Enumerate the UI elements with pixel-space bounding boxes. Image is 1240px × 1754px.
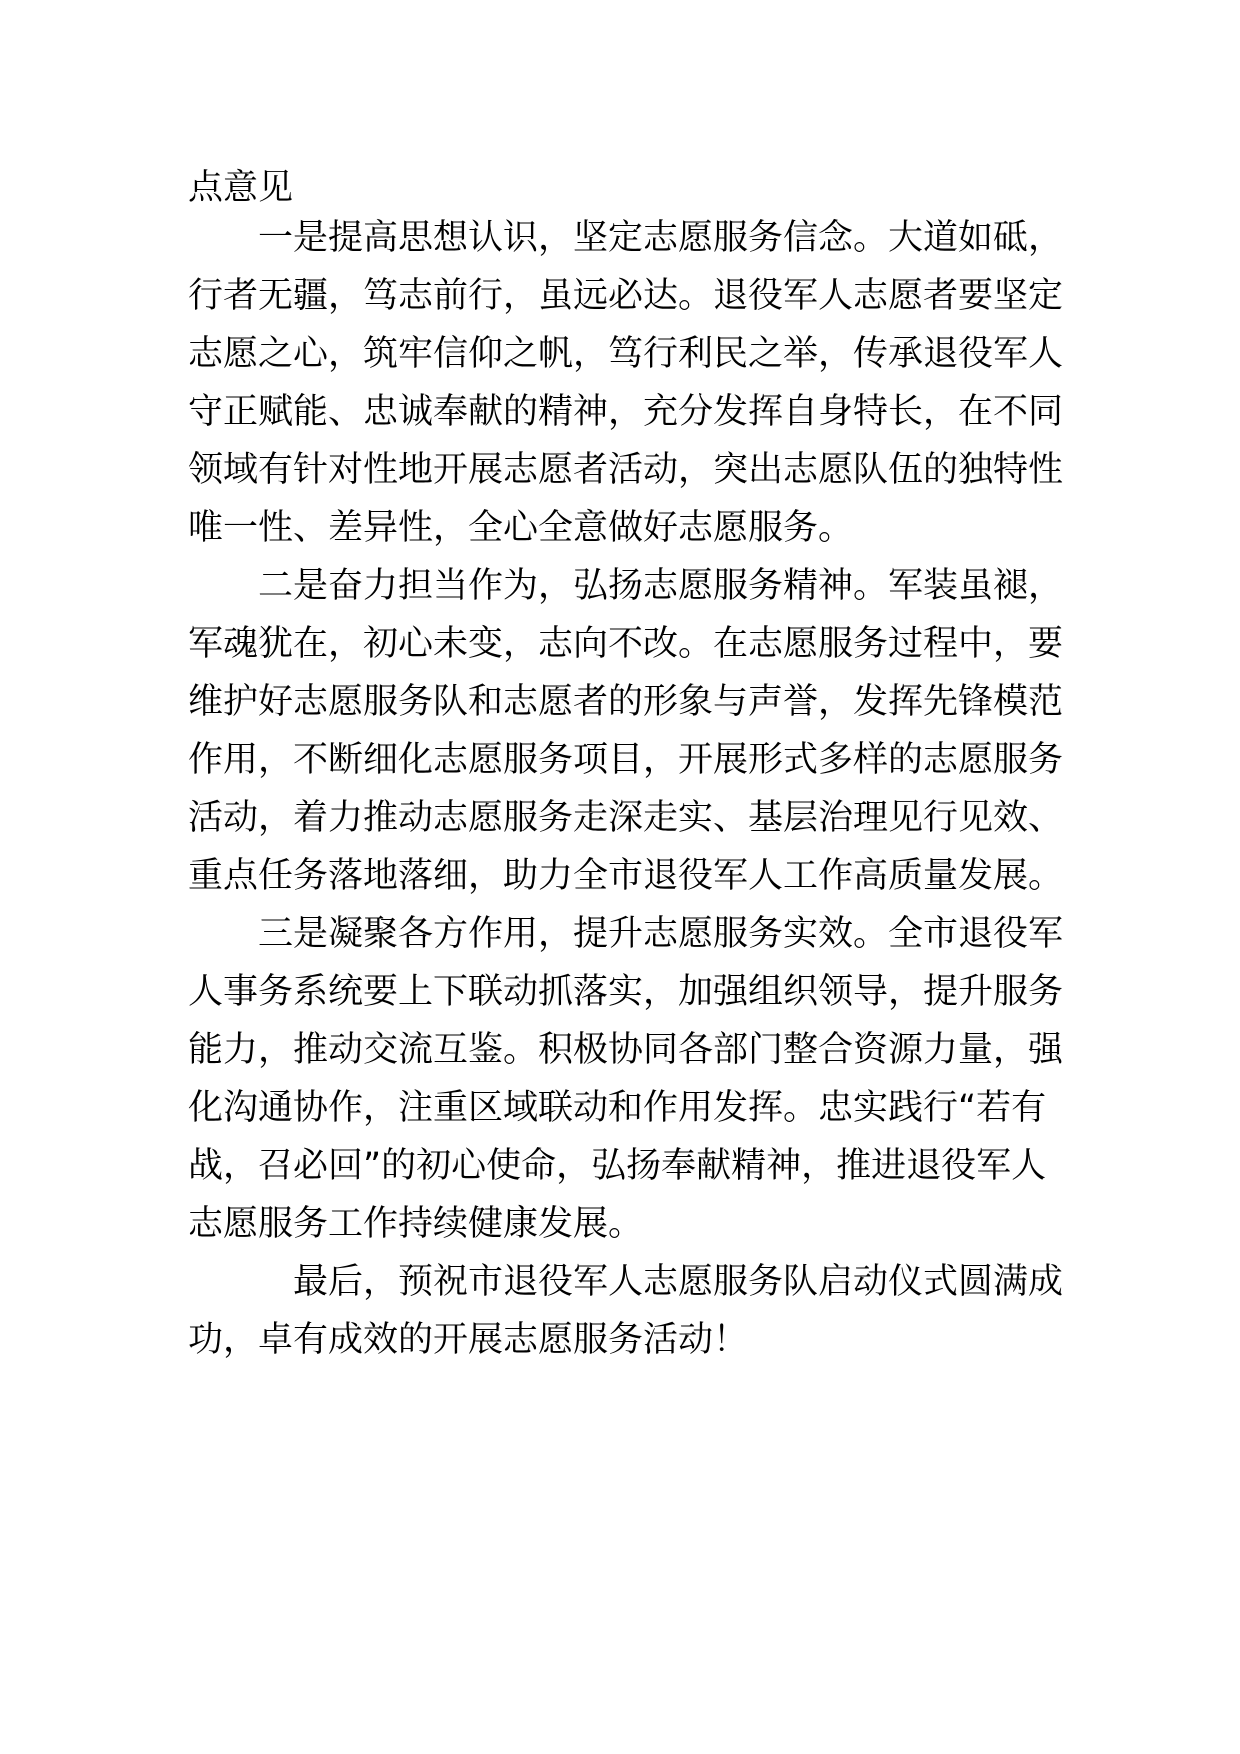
- text-line: 行者无疆，笃志前行，虽远必达。退役军人志愿者要坚定: [188, 276, 1064, 316]
- text-line: 最后，预祝市退役军人志愿服务队启动仪式圆满成: [188, 1262, 1064, 1302]
- text-line: 能力，推动交流互鉴。积极协同各部门整合资源力量，强: [188, 1030, 1064, 1070]
- text-line: 功，卓有成效的开展志愿服务活动！: [188, 1320, 749, 1360]
- text-line: 人事务系统要上下联动抓落实，加强组织领导，提升服务: [188, 972, 1064, 1012]
- text-line: 军魂犹在，初心未变，志向不改。在志愿服务过程中，要: [188, 624, 1064, 664]
- text-line: 领域有针对性地开展志愿者活动，突出志愿队伍的独特性: [188, 450, 1064, 490]
- text-line: 一是提高思想认识，坚定志愿服务信念。大道如砥，: [188, 218, 1064, 258]
- text-line: 重点任务落地落细，助力全市退役军人工作高质量发展。: [188, 856, 1064, 896]
- text-line: 点意见: [188, 168, 294, 208]
- text-line: 战，召必回”的初心使命，弘扬奉献精神，推进退役军人: [188, 1146, 1047, 1186]
- text-line: 二是奋力担当作为，弘扬志愿服务精神。军装虽褪，: [188, 566, 1064, 606]
- text-line: 守正赋能、忠诚奉献的精神，充分发挥自身特长，在不同: [188, 392, 1064, 432]
- text-line: 志愿服务工作持续健康发展。: [188, 1204, 644, 1244]
- text-line: 作用，不断细化志愿服务项目，开展形式多样的志愿服务: [188, 740, 1064, 780]
- text-line: 唯一性、差异性，全心全意做好志愿服务。: [188, 508, 854, 548]
- text-line: 志愿之心，筑牢信仰之帆，笃行利民之举，传承退役军人: [188, 334, 1064, 374]
- text-line: 化沟通协作，注重区域联动和作用发挥。忠实践行“若有: [188, 1088, 1047, 1128]
- text-line: 维护好志愿服务队和志愿者的形象与声誉，发挥先锋模范: [188, 682, 1064, 722]
- text-line: 活动，着力推动志愿服务走深走实、基层治理见行见效、: [188, 798, 1064, 838]
- text-line: 三是凝聚各方作用，提升志愿服务实效。全市退役军: [188, 914, 1064, 954]
